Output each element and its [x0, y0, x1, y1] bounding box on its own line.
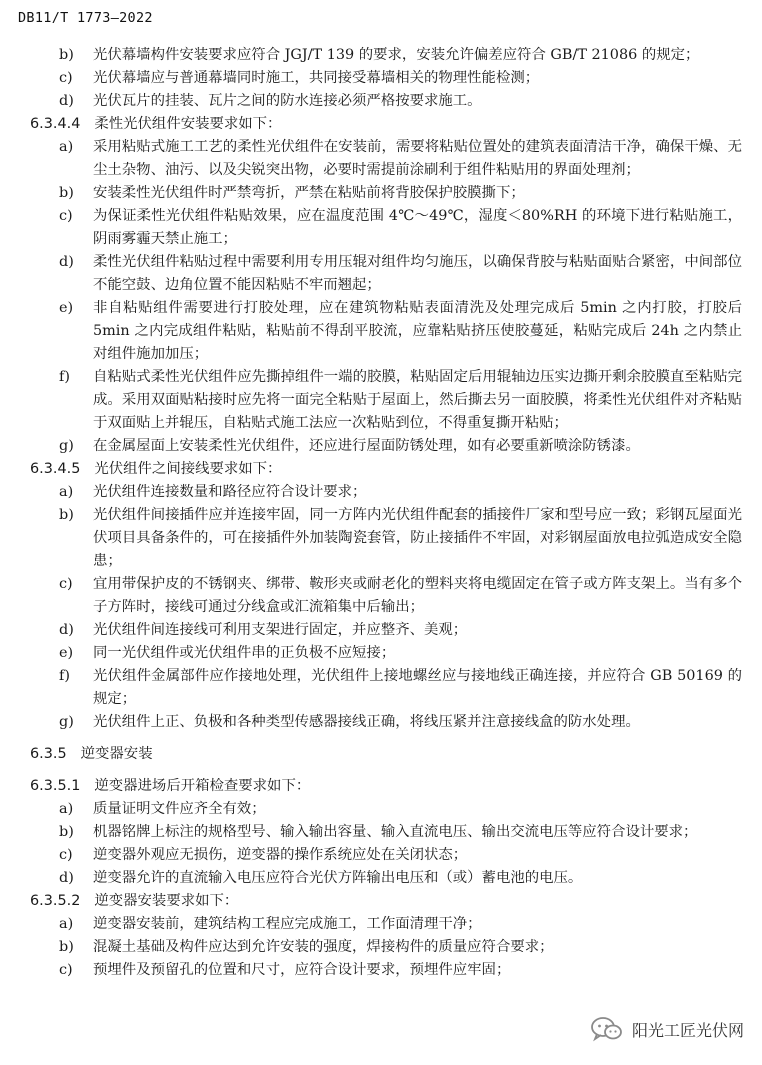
list-item	[0, 619, 762, 642]
list-item-text: 逆变器安装前，建筑结构工程应完成施工，工作面清理干净；	[93, 916, 482, 932]
list-item	[0, 251, 762, 297]
list-item-label: d)	[59, 93, 74, 109]
watermark-text: 阳光工匠光伏网	[631, 1020, 744, 1040]
section-title: 逆变器安装	[80, 746, 153, 762]
list-item-label: b)	[59, 824, 74, 840]
section-number: 6.3.5.1	[30, 778, 81, 794]
list-item-label: f)	[59, 369, 70, 385]
document-code: DB11/T 1773—2022	[18, 10, 153, 26]
list-item-label: c)	[59, 847, 73, 863]
list-item	[0, 867, 762, 890]
wechat-icon	[590, 1015, 624, 1043]
list-item	[0, 297, 762, 366]
list-item-text: 光伏幕墙构件安装要求应符合 JGJ/T 139 的要求，安装允许偏差应符合 GB/T 21086 的规定；	[93, 47, 700, 63]
section-title: 逆变器安装要求如下：	[94, 893, 239, 909]
list-item	[0, 821, 762, 844]
list-item-label: e)	[59, 645, 74, 661]
list-item-text: 预埋件及预留孔的位置和尺寸，应符合设计要求，预埋件应牢固；	[93, 962, 511, 978]
list-item	[0, 504, 762, 573]
list-item	[0, 481, 762, 504]
list-item-text: 光伏瓦片的挂装、瓦片之间的防水连接必须严格按要求施工。	[93, 93, 482, 109]
list-item	[0, 913, 762, 936]
section-number: 6.3.5	[30, 746, 67, 762]
list-item	[0, 798, 762, 821]
section-heading	[0, 113, 762, 136]
section-title: 逆变器进场后开箱检查要求如下：	[94, 778, 311, 794]
list-item	[0, 435, 762, 458]
list-item-label: a)	[59, 916, 74, 932]
list-item-label: b)	[59, 507, 74, 523]
list-item-text: 在金属屋面上安装柔性光伏组件，还应进行屋面防锈处理，如有必要重新喷涂防锈漆。	[93, 438, 640, 454]
list-item-label: a)	[59, 139, 74, 155]
list-item	[0, 936, 762, 959]
list-item-label: a)	[59, 801, 74, 817]
list-item-label: f)	[59, 668, 70, 684]
list-item	[0, 665, 762, 711]
list-item-text: 混凝土基础及构件应达到允许安装的强度，焊接构件的质量应符合要求；	[93, 939, 554, 955]
list-item-text: 逆变器允许的直流输入电压应符合光伏方阵输出电压和（或）蓄电池的电压。	[93, 870, 583, 886]
list-item	[0, 182, 762, 205]
list-item-label: c)	[59, 70, 73, 86]
list-item-text: 非自粘贴组件需要进行打胶处理，应在建筑物粘贴表面清洗及处理完成后 5min 之内打胶，打胶后 5min 之内完成组件粘贴，粘贴前不得刮平胶流，应靠粘贴挤压使胶蔓延，粘贴完成后 24h 之内禁止对组件施加加压；	[93, 300, 742, 362]
list-item	[0, 44, 762, 67]
list-item-label: b)	[59, 939, 74, 955]
list-item-label: b)	[59, 47, 74, 63]
list-item	[0, 136, 762, 182]
section-heading	[0, 458, 762, 481]
section-title: 光伏组件之间接线要求如下：	[94, 461, 282, 477]
list-item	[0, 573, 762, 619]
list-item-text: 逆变器外观应无损伤，逆变器的操作系统应处在关闭状态；	[93, 847, 468, 863]
list-item-text: 自粘贴式柔性光伏组件应先撕掉组件一端的胶膜，粘贴固定后用辊轴边压实边撕开剩余胶膜直至粘贴完成。采用双面贴粘接时应先将一面完全粘贴于屋面上，然后撕去另一面胶膜，将柔性光伏组件对齐粘贴于双面贴上并辊压，自粘贴式施工法应一次粘贴到位，不得重复撕开粘贴；	[93, 369, 742, 431]
list-item-text: 光伏组件间接插件应并连接牢固，同一方阵内光伏组件配套的插接件厂家和型号应一致；彩钢瓦屋面光伏项目具备条件的，可在接插件外加装陶瓷套管，防止接插件不牢固，对彩钢屋面放电拉弧造成安全隐患；	[93, 507, 742, 569]
list-item-text: 安装柔性光伏组件时严禁弯折，严禁在粘贴前将背胶保护胶膜撕下；	[93, 185, 525, 201]
list-item-text: 质量证明文件应齐全有效；	[93, 801, 266, 817]
section-number: 6.3.5.2	[30, 893, 81, 909]
list-item	[0, 205, 762, 251]
list-item-text: 光伏组件金属部件应作接地处理，光伏组件上接地螺丝应与接地线正确连接，并应符合 GB 50169 的规定；	[93, 668, 742, 707]
document-body	[0, 44, 762, 982]
list-item-text: 光伏幕墙应与普通幕墙同时施工，共同接受幕墙相关的物理性能检测；	[93, 70, 540, 86]
list-item-text: 宜用带保护皮的不锈钢夹、绑带、鞍形夹或耐老化的塑料夹将电缆固定在管子或方阵支架上。当有多个子方阵时，接线可通过分线盒或汇流箱集中后输出；	[93, 576, 742, 615]
list-item-label: d)	[59, 870, 74, 886]
list-item-text: 采用粘贴式施工工艺的柔性光伏组件在安装前，需要将粘贴位置处的建筑表面清洁干净，确保干燥、无尘土杂物、油污、以及尖锐突出物，必要时需提前涂刷利于组件粘贴用的界面处理剂；	[93, 139, 742, 178]
list-item-text: 光伏组件上正、负极和各种类型传感器接线正确，将线压紧并注意接线盒的防水处理。	[93, 714, 640, 730]
section-heading	[0, 890, 762, 913]
list-item-label: g)	[59, 714, 74, 730]
list-item-text: 机器铭牌上标注的规格型号、输入输出容量、输入直流电压、输出交流电压等应符合设计要求；	[93, 824, 698, 840]
list-item-label: c)	[59, 962, 73, 978]
list-item-text: 光伏组件连接数量和路径应符合设计要求；	[93, 484, 367, 500]
section-number: 6.3.4.4	[30, 116, 81, 132]
list-item	[0, 90, 762, 113]
list-item-text: 同一光伏组件或光伏组件串的正负极不应短接；	[93, 645, 396, 661]
list-item	[0, 366, 762, 435]
list-item	[0, 711, 762, 734]
list-item	[0, 642, 762, 665]
section-heading	[0, 775, 762, 798]
list-item-label: e)	[59, 300, 74, 316]
list-item-text: 光伏组件间连接线可利用支架进行固定，并应整齐、美观；	[93, 622, 468, 638]
watermark	[590, 1015, 744, 1043]
list-item-label: c)	[59, 576, 73, 592]
section-title: 柔性光伏组件安装要求如下：	[94, 116, 282, 132]
list-item-label: a)	[59, 484, 74, 500]
list-item-text: 柔性光伏组件粘贴过程中需要利用专用压辊对组件均匀施压，以确保背胶与粘贴面贴合紧密，中间部位不能空鼓、边角位置不能因粘贴不牢而翘起；	[93, 254, 742, 293]
section-heading	[0, 743, 762, 766]
section-number: 6.3.4.5	[30, 461, 81, 477]
list-item	[0, 67, 762, 90]
list-item-label: b)	[59, 185, 74, 201]
list-item-label: c)	[59, 208, 73, 224]
list-item	[0, 959, 762, 982]
list-item-label: g)	[59, 438, 74, 454]
list-item-label: d)	[59, 622, 74, 638]
list-item-label: d)	[59, 254, 74, 270]
list-item	[0, 844, 762, 867]
list-item-text: 为保证柔性光伏组件粘贴效果，应在温度范围 4℃～49℃，湿度＜80%RH 的环境下进行粘贴施工，阴雨雾霾天禁止施工；	[93, 208, 742, 247]
